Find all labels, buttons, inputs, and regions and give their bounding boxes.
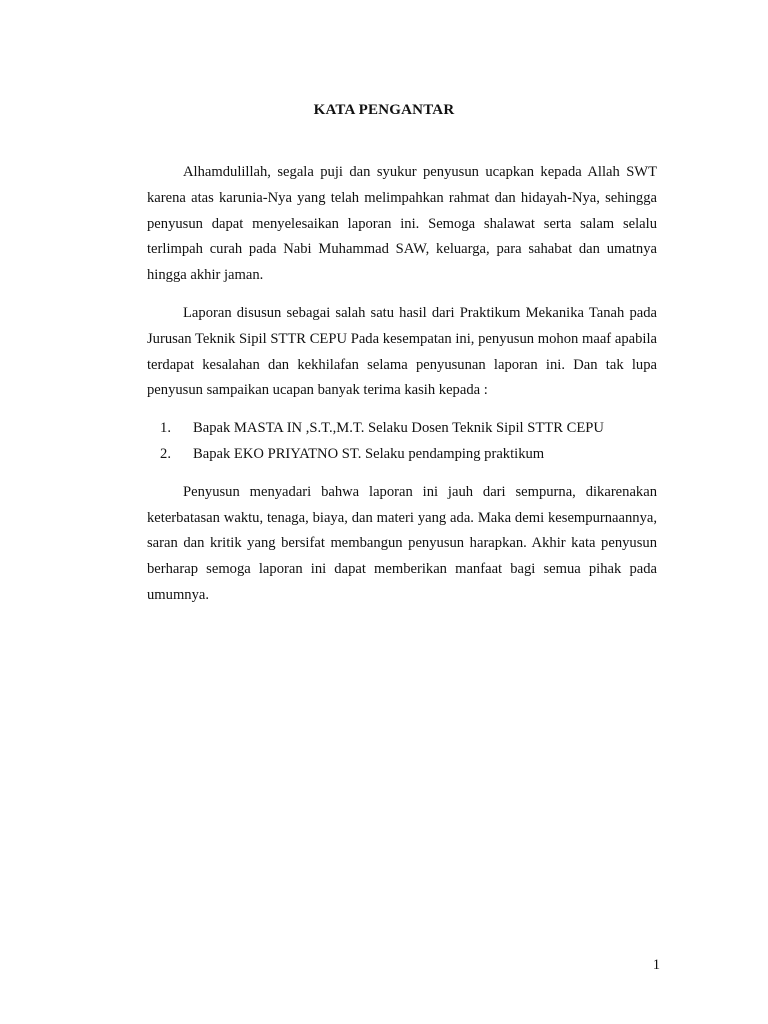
list-item (147, 442, 657, 468)
list-item (147, 416, 657, 442)
page-title: KATA PENGANTAR (313, 102, 455, 118)
list-item-number: 1. (160, 420, 171, 437)
paragraph-closing: Penyusun menyadari bahwa laporan ini jauh dari sempurna, dikarenakan keterbatasan waktu, tenaga, biaya, dan materi yang ada. Maka demi kesempurnaannya, saran dan kritik yang bersifat membangun penyusun harapkan. Akhir kata penyusun berharap semoga laporan ini dapat memberikan manfaat bagi semua pihak pada umumnya. (147, 483, 657, 603)
paragraph-opening: Alhamdulillah, segala puji dan syukur penyusun ucapkan kepada Allah SWT karena atas karunia-Nya yang telah melimpahkan rahmat dan hidayah-Nya, sehingga penyusun dapat menyelesaikan laporan ini. Semoga shalawat serta salam selalu terlimpah curah pada Nabi Muhammad SAW, keluarga, para sahabat dan umatnya hingga akhir jaman. (147, 164, 657, 284)
list-item-text: Bapak EKO PRIYATNO ST. Selaku pendamping praktikum (193, 445, 545, 462)
paragraph-purpose: Laporan disusun sebagai salah satu hasil dari Praktikum Mekanika Tanah pada Jurusan Teknik Sipil STTR CEPU Pada kesempatan ini, penyusun mohon maaf apabila terdapat kesalahan dan kekhilafan selama penyusunan laporan ini. Dan tak lupa penyusun sampaikan ucapan banyak terima kasih kepada : (147, 304, 657, 399)
body-text (147, 160, 657, 621)
list-item-text: Bapak MASTA IN ,S.T.,M.T. Selaku Dosen Teknik Sipil STTR CEPU (193, 420, 604, 437)
list-item-number: 2. (160, 445, 171, 462)
page-number: 1 (652, 957, 660, 973)
acknowledgement-list (147, 416, 657, 468)
